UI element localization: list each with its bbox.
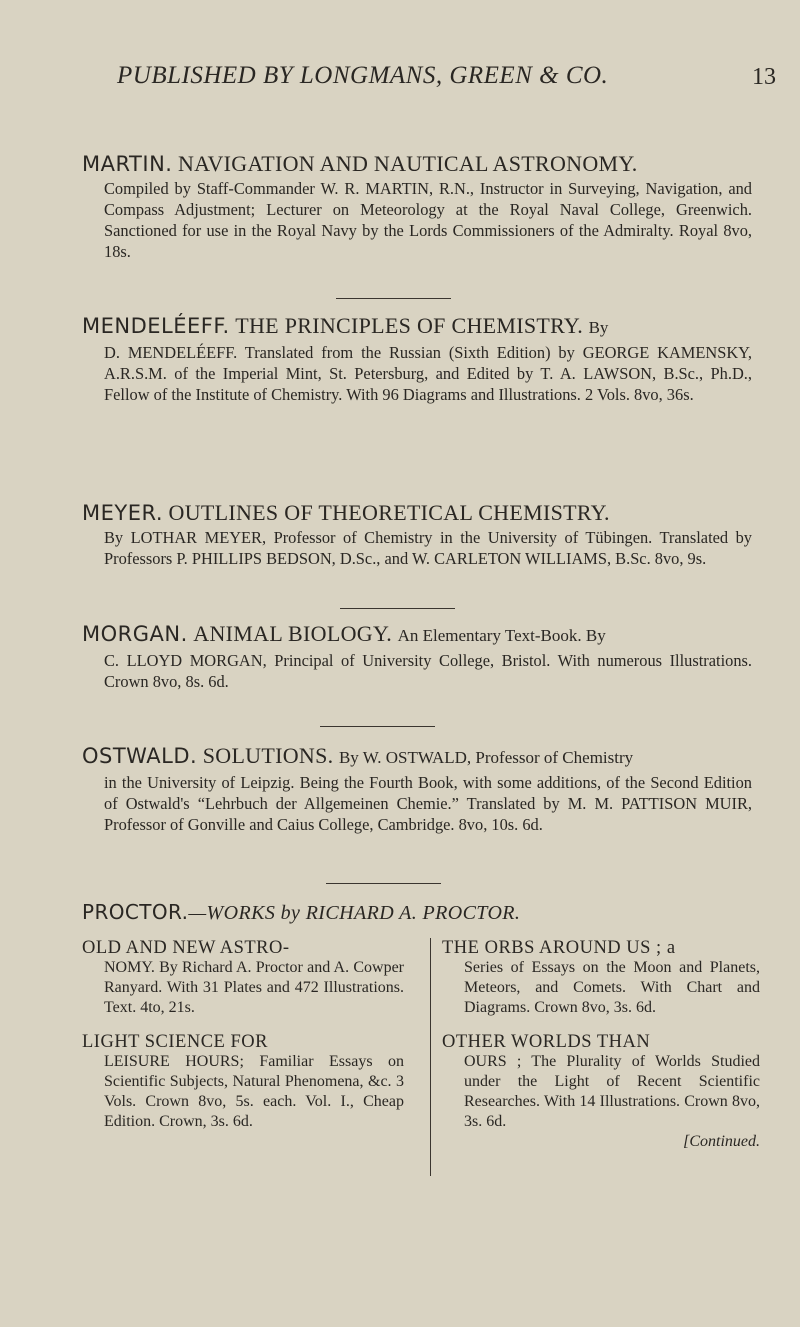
entry-author: OSTWALD.: [82, 744, 198, 768]
entry-heading: [82, 312, 752, 342]
proctor-work: [82, 1032, 404, 1132]
entry-title: OUTLINES OF THEORETICAL CHEMISTRY.: [168, 500, 610, 525]
entry-title: NAVIGATION AND NAUTICAL ASTRONOMY.: [177, 151, 638, 176]
work-description: LEISURE HOURS; Familiar Essays on Scientific Subjects, Natural Phenomena, &c. 3 Vols. Crown 8vo, 5s. each. Vol. I., Cheap Edition. Crown, 3s. 6d.: [104, 1053, 404, 1130]
proctor-subtitle: —WORKS by RICHARD A. PROCTOR.: [188, 902, 521, 924]
proctor-right-column: [442, 938, 760, 1166]
proctor-left-column: [82, 938, 404, 1146]
entry-heading: [82, 742, 752, 772]
entry-author: MEYER.: [82, 501, 164, 525]
catalogue-entry-martin: [82, 150, 752, 262]
work-description: OURS ; The Plurality of Worlds Studied under the Light of Recent Scientific Researches. With 14 Illustrations. Crown 8vo, 3s. 6d.: [464, 1053, 760, 1130]
entry-description: Compiled by Staff-Commander W. R. MARTIN, R.N., Instructor in Surveying, Navigation, and Compass Adjustment; Lecturer on Meteorology at the Royal Naval College, Greenwich. Sanctioned for use in the Royal Navy by the Lords Commissioners of the Admiralty. Royal 8vo, 18s.: [104, 179, 752, 261]
work-title: OTHER WORLDS THAN: [442, 1032, 651, 1052]
work-title: LIGHT SCIENCE FOR: [82, 1032, 268, 1052]
entry-author: MORGAN.: [82, 622, 188, 646]
proctor-work: [442, 1032, 760, 1152]
work-title: OLD AND NEW ASTRO-: [82, 938, 290, 958]
entry-description: D. MENDELÉEFF. Translated from the Russian (Sixth Edition) by GEORGE KAMENSKY, A.R.S.M. of the Imperial Mint, St. Petersburg, and Edited by T. A. LAWSON, B.Sc., Ph.D., Fellow of the Institute of Chemistry. With 96 Diagrams and Illustrations. 2 Vols. 8vo, 36s.: [104, 343, 752, 404]
entry-heading-tail: An Elementary Text-Book. By: [397, 626, 606, 645]
proctor-section-heading: [82, 900, 520, 925]
entry-title: THE PRINCIPLES OF CHEMISTRY.: [235, 313, 584, 338]
entry-heading: [82, 499, 752, 527]
catalogue-entry-meyer: [82, 499, 752, 569]
column-divider: [430, 938, 431, 1176]
entry-description: By LOTHAR MEYER, Professor of Chemistry in the University of Tübingen. Translated by Professors P. PHILLIPS BEDSON, D.Sc., and W. CARLETON WILLIAMS, B.Sc. 8vo, 9s.: [104, 528, 752, 568]
work-title: THE ORBS AROUND US ; a: [442, 938, 676, 958]
running-head: PUBLISHED BY LONGMANS, GREEN & CO.: [117, 62, 609, 89]
divider-rule: [326, 883, 441, 884]
entry-author: MENDELÉEFF.: [82, 314, 230, 338]
entry-author: MARTIN.: [82, 152, 173, 176]
proctor-author: PROCTOR.: [82, 900, 189, 924]
work-description: Series of Essays on the Moon and Planets, Meteors, and Comets. With Chart and Diagrams. Crown 8vo, 3s. 6d.: [464, 959, 760, 1016]
divider-rule: [340, 608, 455, 609]
continued-note: [Continued.: [683, 1133, 760, 1150]
entry-title: ANIMAL BIOLOGY.: [193, 621, 393, 646]
catalogue-entry-ostwald: [82, 742, 752, 835]
proctor-work: [82, 938, 404, 1018]
entry-description: in the University of Leipzig. Being the Fourth Book, with some additions, of the Second Edition of Ostwald's “Lehrbuch der Allgemeinen Chemie.” Translated by M. M. PATTISON MUIR, Professor of Gonville and Caius College, Cambridge. 8vo, 10s. 6d.: [104, 773, 752, 834]
divider-rule: [336, 298, 451, 299]
catalogue-entry-morgan: [82, 620, 752, 692]
divider-rule: [320, 726, 435, 727]
proctor-work: [442, 938, 760, 1018]
work-description: NOMY. By Richard A. Proctor and A. Cowper Ranyard. With 31 Plates and 472 Illustrations. Text. 4to, 21s.: [104, 959, 404, 1016]
entry-heading-tail: By W. OSTWALD, Professor of Chemistry: [338, 748, 634, 767]
entry-heading: [82, 620, 752, 650]
catalogue-entry-mendeleeff: [82, 312, 752, 405]
entry-heading-tail: By: [588, 318, 609, 337]
entry-description: C. LLOYD MORGAN, Principal of University College, Bristol. With numerous Illustrations. Crown 8vo, 8s. 6d.: [104, 651, 752, 691]
entry-title: SOLUTIONS.: [202, 743, 334, 768]
entry-heading: [82, 150, 752, 178]
page-number: 13: [752, 64, 776, 90]
